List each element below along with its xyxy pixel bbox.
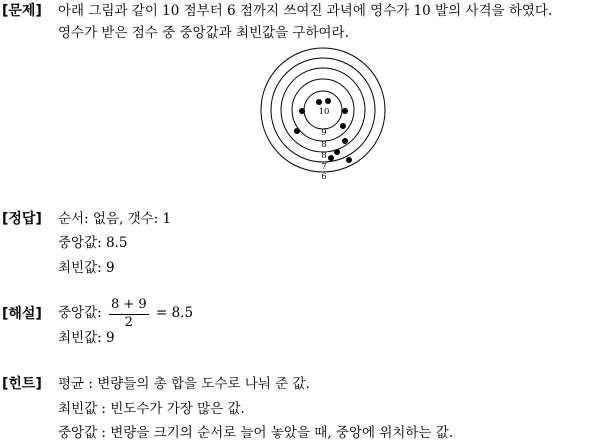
ring-label-6: 6 — [321, 172, 327, 180]
shot-mark — [342, 138, 348, 144]
answer-line-1: 순서: 없음, 갯수: 1 — [58, 211, 172, 227]
answer-median: 중앙값: 8.5 — [58, 235, 128, 251]
ring-label-9: 9 — [321, 128, 327, 138]
answer-tag: [정답] — [2, 211, 42, 227]
median-result: = 8.5 — [155, 305, 194, 321]
shot-mark — [334, 149, 340, 155]
fraction-denominator: 2 — [124, 314, 133, 330]
shot-mark — [342, 108, 348, 114]
shot-mark — [346, 157, 352, 163]
problem-tag: [문제] — [2, 3, 42, 19]
shot-mark — [325, 98, 331, 104]
shooting-target-figure — [258, 44, 388, 180]
problem-line-2: 영수가 받은 점수 중 중앙값과 최빈값을 구하여라. — [58, 25, 349, 41]
shot-mark — [299, 108, 305, 114]
hint-line-median: 중앙값 : 변량을 크기의 순서로 늘어 놓았을 때, 중앙에 위치하는 값. — [58, 425, 454, 441]
answer-mode: 최빈값: 9 — [58, 260, 115, 276]
ring-label-8-a: 8 — [321, 140, 327, 150]
shot-mark — [316, 99, 322, 105]
explanation-median-label: 중앙값: — [58, 305, 102, 321]
problem-line-1: 아래 그림과 같이 10 점부터 6 점까지 쓰여진 과녁에 영수가 10 발의 사격을 하였다. — [58, 3, 553, 19]
hint-line-mode: 최빈값 : 빈도수가 가장 많은 값. — [58, 401, 245, 417]
explanation-tag: [해설] — [2, 306, 42, 322]
hint-line-mean: 평균 : 변량들의 총 합을 도수로 나눠 준 값. — [58, 376, 310, 392]
explanation-median-formula — [58, 294, 193, 332]
hint-tag: [힌트] — [2, 376, 42, 392]
median-fraction — [109, 297, 149, 331]
fraction-numerator: 8 + 9 — [109, 297, 149, 315]
ring-label-8-b: 8 — [321, 151, 327, 161]
ring-label-10: 10 — [318, 107, 330, 117]
shot-mark — [340, 123, 346, 129]
shot-mark — [328, 155, 334, 161]
explanation-mode: 최빈값: 9 — [58, 330, 115, 346]
shot-mark — [294, 128, 300, 134]
ring-label-7: 7 — [321, 162, 327, 172]
